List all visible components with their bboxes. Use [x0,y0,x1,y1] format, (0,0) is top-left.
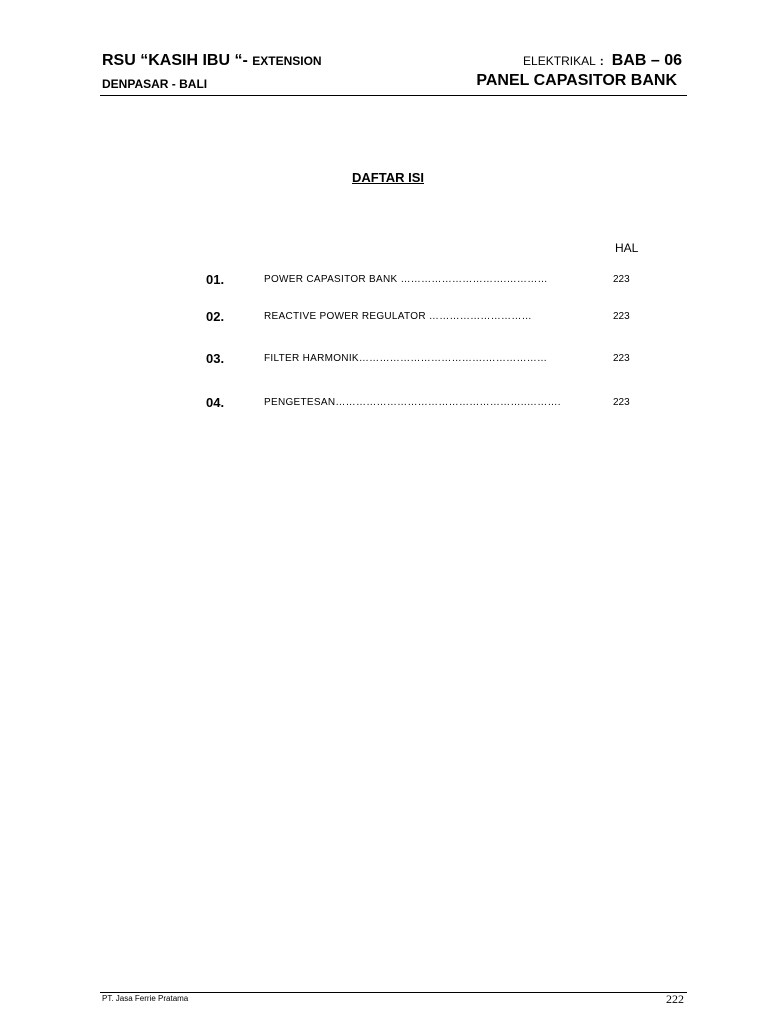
toc-entry [0,351,768,371]
project-extension: EXTENSION [252,54,322,68]
toc-entry-number: 01. [206,272,225,287]
toc-title-text: DAFTAR ISI [352,170,424,185]
toc-entry-page: 223 [613,353,630,364]
toc-entry-number: 03. [206,351,225,366]
toc-entry-number: 04. [206,395,225,410]
page-column-label: HAL [615,241,639,255]
toc-entry [0,309,768,329]
project-name: RSU “KASIH IBU “- [102,52,253,69]
section-colon: : [599,54,604,68]
header-divider [100,95,687,96]
section-heading [523,52,682,70]
section-discipline: ELEKTRIKAL [523,54,596,68]
toc-entry [0,395,768,415]
toc-entry-page: 223 [613,397,630,408]
toc-entry-text: PENGETESAN………………………………………………..………. [264,397,561,408]
toc-entry-number: 02. [206,309,225,324]
footer-divider [100,992,687,993]
toc-entry-text: FILTER HARMONIK……………………………….……………… [264,353,548,364]
toc-entry-page: 223 [613,311,630,322]
toc-entry-page: 223 [613,274,630,285]
toc-entry-text: REACTIVE POWER REGULATOR ………………………… [264,311,532,322]
footer-page-number: 222 [666,992,684,1006]
chapter-title: PANEL CAPASITOR BANK [476,72,677,89]
toc-entry [0,272,768,292]
chapter-number: BAB – 06 [611,52,682,69]
project-title [102,52,322,70]
toc-entry-text: POWER CAPASITOR BANK ………………………….………… [264,274,548,285]
project-location: DENPASAR - BALI [102,77,208,91]
footer-company: PT. Jasa Ferrie Pratama [102,994,189,1003]
toc-title [352,170,427,185]
